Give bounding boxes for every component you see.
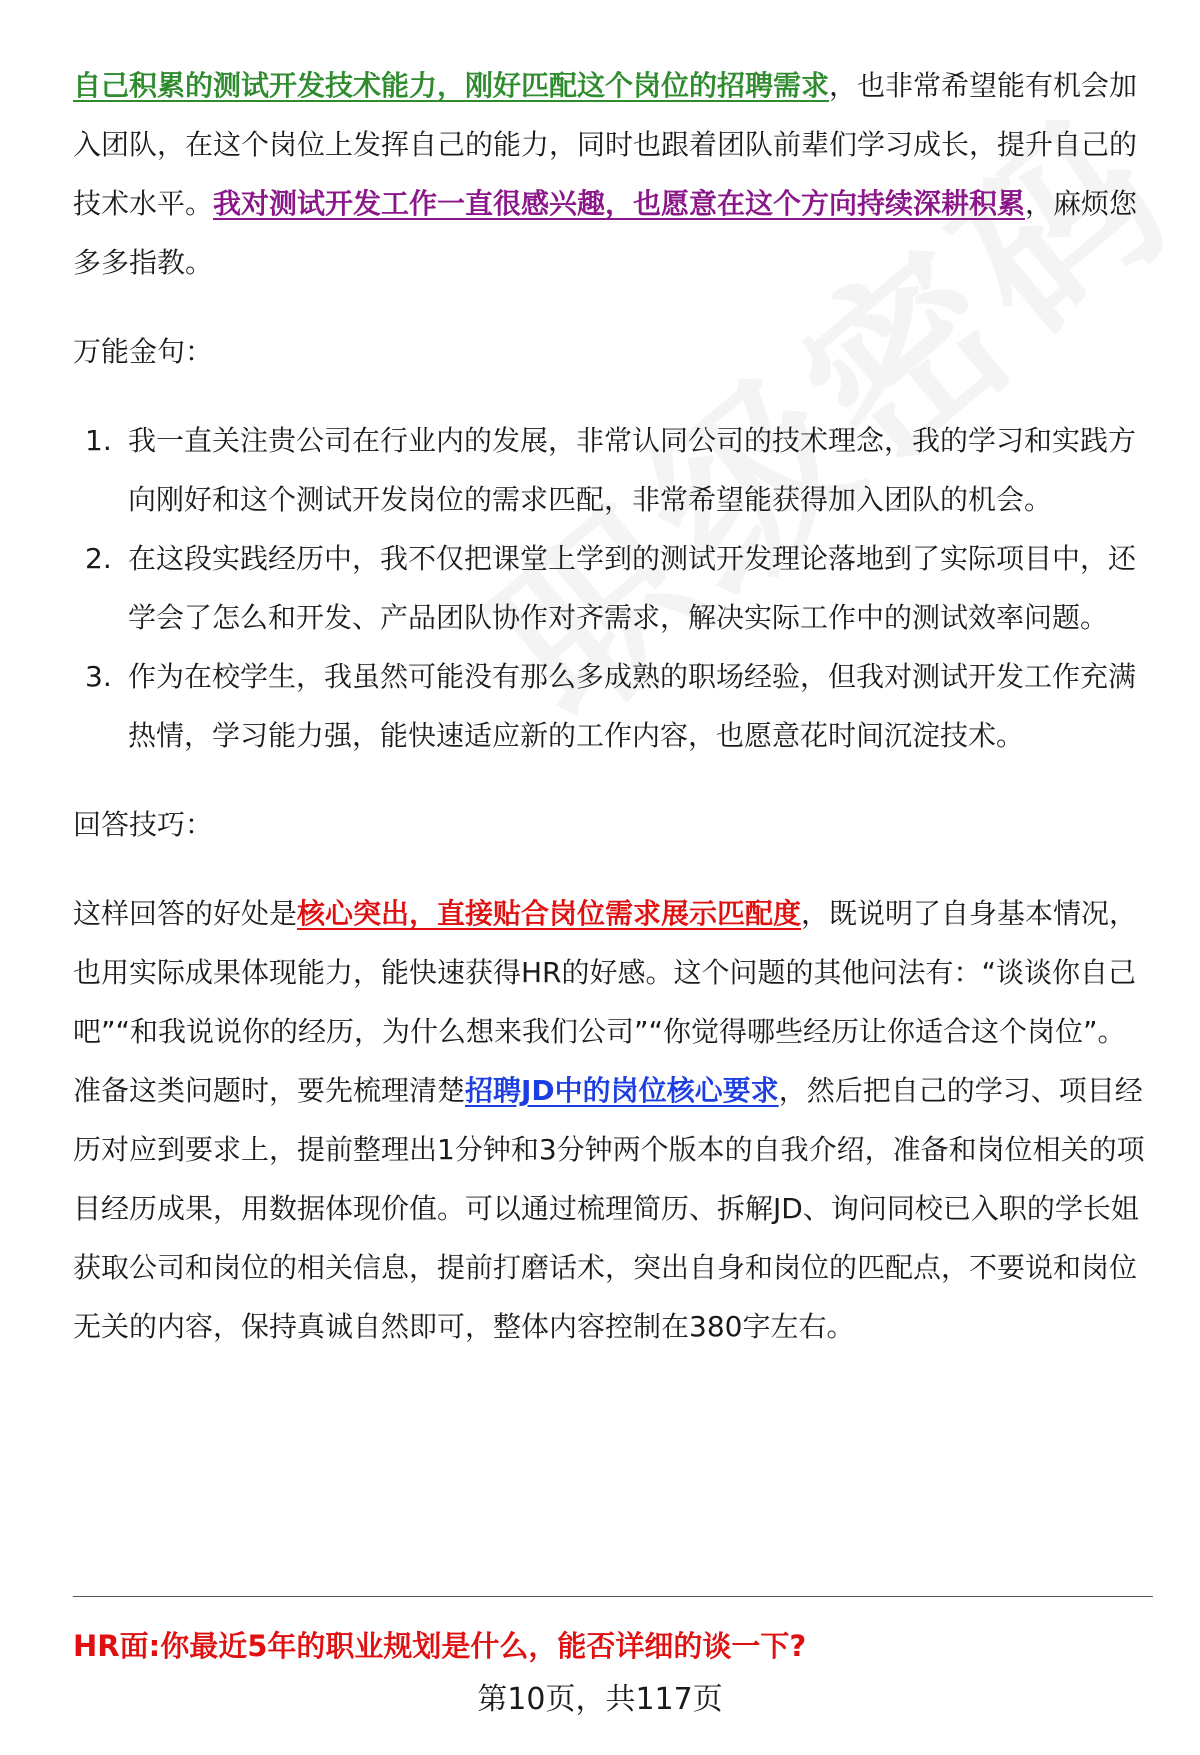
tips-text-post: ，然后把自己的学习、项目经历对应到要求上，提前整理出1分钟和3分钟两个版本的自我介绍，准备和岗位相关的项目经历成果，用数据体现价值。可以通过梳理简历、拆解JD、询问同校已入职的学长姐获取公司和岗位的相关信息，提前打磨话术，突出自身和岗位的匹配点，不要说和岗位无关的内容，保持真诚自然即可，整体内容控制在380字左右。 bbox=[73, 1074, 1145, 1343]
list-number: 2. bbox=[85, 542, 112, 575]
page-number: 第10页，共117页 bbox=[477, 1682, 723, 1717]
list-item-text: 作为在校学生，我虽然可能没有那么多成熟的职场经验，但我对测试开发工作充满热情，学习能力强，能快速适应新的工作内容，也愿意花时间沉淀技术。 bbox=[128, 660, 1137, 752]
list-item-text: 在这段实践经历中，我不仅把课堂上学到的测试开发理论落地到了实际项目中，还学会了怎么和开发、产品团队协作对齐需求，解决实际工作中的测试效率问题。 bbox=[128, 542, 1137, 634]
spacer bbox=[73, 854, 1153, 884]
intro-paragraph bbox=[73, 56, 1153, 292]
highlight-purple: 我对测试开发工作一直很感兴趣，也愿意在这个方向持续深耕积累 bbox=[213, 187, 1026, 220]
highlight-green: 自己积累的测试开发技术能力，刚好匹配这个岗位的招聘需求 bbox=[73, 69, 830, 102]
tips-paragraph-1 bbox=[73, 884, 1153, 1061]
highlight-red: 核心突出，直接贴合岗位需求展示匹配度 bbox=[297, 897, 802, 930]
tips-text-pre: 准备这类问题时，要先梳理清楚 bbox=[73, 1074, 466, 1107]
tips-text-post: ，既说明了自身基本情况，也用实际成果体现能力，能快速获得HR的好感。这个问题的其他问法有：“谈谈你自己吧”“和我说说你的经历，为什么想来我们公司”“你觉得哪些经历让你适合这个岗位”。 bbox=[73, 897, 1138, 1048]
intro-text-2: ，麻烦您多多指教。 bbox=[73, 187, 1138, 279]
tips-paragraph-2 bbox=[73, 1061, 1153, 1356]
list-item bbox=[73, 529, 1153, 647]
golden-heading: 万能金句： bbox=[73, 335, 214, 368]
highlight-blue: 招聘JD中的岗位核心要求 bbox=[465, 1074, 779, 1107]
page-content bbox=[73, 56, 1153, 1356]
list-number: 1. bbox=[85, 424, 112, 457]
list-item bbox=[73, 411, 1153, 529]
intro-text-1: ，也非常希望能有机会加入团队，在这个岗位上发挥自己的能力，同时也跟着团队前辈们学习成长，提升自己的技术水平。 bbox=[73, 69, 1138, 220]
golden-list bbox=[73, 411, 1153, 765]
list-item-text: 我一直关注贵公司在行业内的发展，非常认同公司的技术理念，我的学习和实践方向刚好和这个测试开发岗位的需求匹配，非常希望能获得加入团队的机会。 bbox=[128, 424, 1137, 516]
list-number: 3. bbox=[85, 660, 112, 693]
spacer bbox=[73, 765, 1153, 795]
list-item bbox=[73, 647, 1153, 765]
spacer bbox=[73, 292, 1153, 322]
tips-heading: 回答技巧： bbox=[73, 808, 214, 841]
section-divider bbox=[73, 1596, 1153, 1597]
tips-text-pre: 这样回答的好处是 bbox=[73, 897, 298, 930]
next-question-heading: HR面:你最近5年的职业规划是什么，能否详细的谈一下? bbox=[73, 1629, 807, 1663]
spacer bbox=[73, 381, 1153, 411]
